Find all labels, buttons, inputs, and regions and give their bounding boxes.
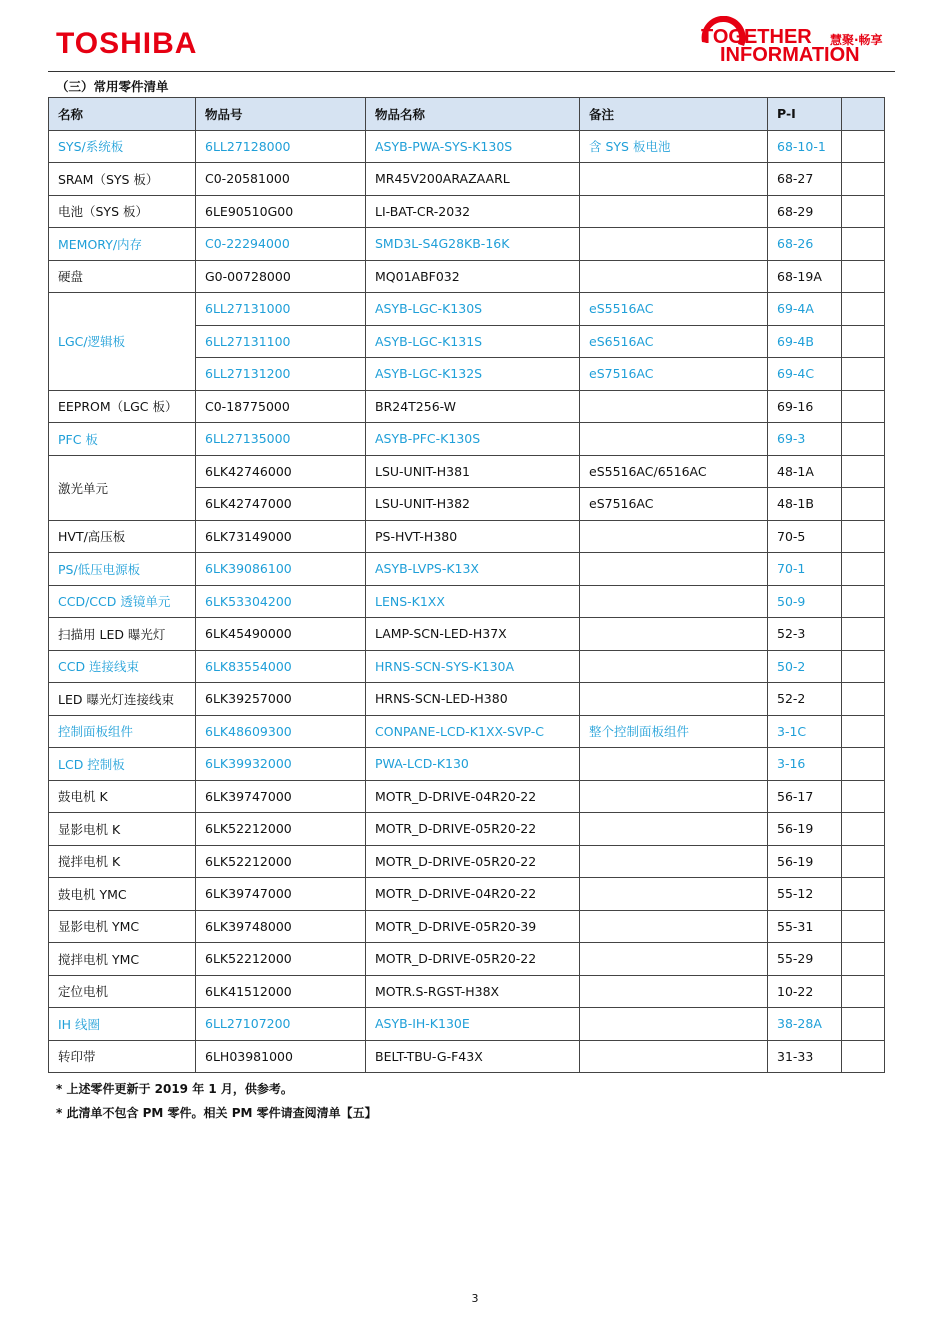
cell-part-name: ASYB-PFC-K130S: [366, 423, 580, 456]
table-row: [49, 943, 885, 976]
table-row: [49, 163, 885, 196]
cell-note: [580, 163, 768, 196]
cell-part-name: LSU-UNIT-H381: [366, 455, 580, 488]
cell-note: [580, 195, 768, 228]
cell-blank: [842, 585, 885, 618]
cell-code: 6LL27128000: [196, 130, 366, 163]
cell-note: [580, 748, 768, 781]
cell-blank: [842, 650, 885, 683]
cell-pi: 50-9: [768, 585, 842, 618]
cell-blank: [842, 488, 885, 521]
footnote: * 此清单不包含 PM 零件。相关 PM 零件请查阅清单【五】: [56, 1106, 377, 1120]
cell-pi: 70-1: [768, 553, 842, 586]
cell-code: 6LK39086100: [196, 553, 366, 586]
cell-code: 6LK52212000: [196, 845, 366, 878]
cell-part-name: SMD3L-S4G28KB-16K: [366, 228, 580, 261]
cell-name: PFC 板: [49, 423, 196, 456]
footnotes: [56, 1077, 377, 1125]
cell-code: C0-18775000: [196, 390, 366, 423]
cell-note: [580, 390, 768, 423]
cell-code: 6LH03981000: [196, 1040, 366, 1073]
cell-pi: 55-31: [768, 910, 842, 943]
cell-part-name: LAMP-SCN-LED-H37X: [366, 618, 580, 651]
cell-note: [580, 650, 768, 683]
cell-pi: 10-22: [768, 975, 842, 1008]
cell-blank: [842, 163, 885, 196]
cell-part-name: MOTR.S-RGST-H38X: [366, 975, 580, 1008]
table-row: [49, 390, 885, 423]
cell-part-name: MQ01ABF032: [366, 260, 580, 293]
cell-name: PS/低压电源板: [49, 553, 196, 586]
cell-blank: [842, 130, 885, 163]
cell-blank: [842, 910, 885, 943]
cell-name: LCD 控制板: [49, 748, 196, 781]
cell-pi: 56-19: [768, 813, 842, 846]
table-row: [49, 618, 885, 651]
cell-part-name: ASYB-IH-K130E: [366, 1008, 580, 1041]
cell-blank: [842, 1040, 885, 1073]
cell-pi: 69-4C: [768, 358, 842, 391]
table-header-row: [49, 98, 885, 131]
table-row: [49, 260, 885, 293]
cell-code: 6LK73149000: [196, 520, 366, 553]
cell-name: 定位电机: [49, 975, 196, 1008]
cell-name: LED 曝光灯连接线束: [49, 683, 196, 716]
cell-note: [580, 845, 768, 878]
cell-name: 鼓电机 YMC: [49, 878, 196, 911]
cell-note: [580, 683, 768, 716]
cell-part-name: CONPANE-LCD-K1XX-SVP-C: [366, 715, 580, 748]
cell-name: 控制面板组件: [49, 715, 196, 748]
toshiba-logo: TOSHIBA: [56, 27, 198, 60]
cell-pi: 69-4A: [768, 293, 842, 326]
table-row: [49, 683, 885, 716]
cell-blank: [842, 390, 885, 423]
table-row: [49, 228, 885, 261]
cell-note: [580, 520, 768, 553]
cell-blank: [842, 195, 885, 228]
cell-code: 6LK83554000: [196, 650, 366, 683]
cell-note: [580, 423, 768, 456]
cell-blank: [842, 618, 885, 651]
cell-note: [580, 585, 768, 618]
cell-part-name: LI-BAT-CR-2032: [366, 195, 580, 228]
cell-name: 电池（SYS 板）: [49, 195, 196, 228]
cell-note: eS5516AC/6516AC: [580, 455, 768, 488]
cell-code: 6LK52212000: [196, 943, 366, 976]
cell-part-name: BR24T256-W: [366, 390, 580, 423]
table-row: [49, 520, 885, 553]
cell-note: [580, 910, 768, 943]
table-row: [49, 585, 885, 618]
cell-note: [580, 260, 768, 293]
cell-pi: 70-5: [768, 520, 842, 553]
table-row: [49, 878, 885, 911]
cell-code: 6LE90510G00: [196, 195, 366, 228]
cell-name: LGC/逻辑板: [49, 293, 196, 391]
cell-code: 6LL27131100: [196, 325, 366, 358]
cell-pi: 55-12: [768, 878, 842, 911]
cell-note: eS6516AC: [580, 325, 768, 358]
cell-pi: 50-2: [768, 650, 842, 683]
cell-blank: [842, 423, 885, 456]
cell-blank: [842, 715, 885, 748]
cell-note: [580, 228, 768, 261]
cell-blank: [842, 293, 885, 326]
cell-code: G0-00728000: [196, 260, 366, 293]
cell-pi: 69-4B: [768, 325, 842, 358]
cell-part-name: HRNS-SCN-SYS-K130A: [366, 650, 580, 683]
cell-part-name: LSU-UNIT-H382: [366, 488, 580, 521]
cell-code: 6LK53304200: [196, 585, 366, 618]
cell-code: 6LK39932000: [196, 748, 366, 781]
page-number: 3: [471, 1292, 479, 1305]
cell-code: 6LK48609300: [196, 715, 366, 748]
header-pi: P-I: [768, 98, 842, 131]
cell-name: SRAM（SYS 板）: [49, 163, 196, 196]
cell-part-name: ASYB-LGC-K132S: [366, 358, 580, 391]
table-row: [49, 455, 885, 488]
cell-pi: 3-16: [768, 748, 842, 781]
cell-note: 整个控制面板组件: [580, 715, 768, 748]
cell-note: [580, 1040, 768, 1073]
cell-name: IH 线圈: [49, 1008, 196, 1041]
cell-code: 6LK39257000: [196, 683, 366, 716]
cell-blank: [842, 748, 885, 781]
footnote: * 上述零件更新于 2019 年 1 月，供参考。: [56, 1082, 293, 1096]
table-row: [49, 813, 885, 846]
cell-code: 6LL27131200: [196, 358, 366, 391]
cell-part-name: ASYB-PWA-SYS-K130S: [366, 130, 580, 163]
cell-code: 6LL27131000: [196, 293, 366, 326]
cell-note: [580, 780, 768, 813]
cell-blank: [842, 943, 885, 976]
cell-name: MEMORY/内存: [49, 228, 196, 261]
cell-pi: 52-2: [768, 683, 842, 716]
parts-table: [48, 97, 885, 1073]
cell-name: CCD/CCD 透镜单元: [49, 585, 196, 618]
table-row: [49, 780, 885, 813]
cell-name: 鼓电机 K: [49, 780, 196, 813]
cell-note: [580, 975, 768, 1008]
cell-name: 扫描用 LED 曝光灯: [49, 618, 196, 651]
together-wordmark: TOGETHER: [701, 26, 812, 48]
cell-note: eS7516AC: [580, 358, 768, 391]
cell-blank: [842, 455, 885, 488]
cell-code: 6LK52212000: [196, 813, 366, 846]
cell-part-name: MOTR_D-DRIVE-04R20-22: [366, 780, 580, 813]
cell-part-name: MOTR_D-DRIVE-04R20-22: [366, 878, 580, 911]
table-row: [49, 910, 885, 943]
cell-name: 硬盘: [49, 260, 196, 293]
cell-note: [580, 878, 768, 911]
cell-note: eS5516AC: [580, 293, 768, 326]
table-row: [49, 650, 885, 683]
cell-name: EEPROM（LGC 板）: [49, 390, 196, 423]
cell-name: 显影电机 K: [49, 813, 196, 846]
cell-pi: 68-29: [768, 195, 842, 228]
cell-note: [580, 618, 768, 651]
cell-name: HVT/高压板: [49, 520, 196, 553]
cell-part-name: LENS-K1XX: [366, 585, 580, 618]
cell-note: [580, 813, 768, 846]
cell-pi: 68-26: [768, 228, 842, 261]
cell-blank: [842, 325, 885, 358]
cell-pi: 68-10-1: [768, 130, 842, 163]
cell-part-name: ASYB-LGC-K131S: [366, 325, 580, 358]
cell-pi: 55-29: [768, 943, 842, 976]
cell-name: 转印带: [49, 1040, 196, 1073]
table-row: [49, 975, 885, 1008]
cell-code: 6LK39747000: [196, 878, 366, 911]
together-information-logo: [698, 16, 888, 66]
cell-pi: 3-1C: [768, 715, 842, 748]
cell-note: [580, 553, 768, 586]
header-code: 物品号: [196, 98, 366, 131]
cell-part-name: MOTR_D-DRIVE-05R20-22: [366, 943, 580, 976]
cell-note: eS7516AC: [580, 488, 768, 521]
table-row: [49, 293, 885, 326]
cell-part-name: PS-HVT-H380: [366, 520, 580, 553]
cell-part-name: PWA-LCD-K130: [366, 748, 580, 781]
cell-blank: [842, 780, 885, 813]
together-cn-tagline: 慧聚·畅享: [830, 33, 883, 47]
cell-blank: [842, 683, 885, 716]
cell-pi: 31-33: [768, 1040, 842, 1073]
cell-pi: 56-17: [768, 780, 842, 813]
cell-name: 搅拌电机 K: [49, 845, 196, 878]
cell-part-name: MOTR_D-DRIVE-05R20-39: [366, 910, 580, 943]
cell-name: 搅拌电机 YMC: [49, 943, 196, 976]
cell-code: 6LL27135000: [196, 423, 366, 456]
cell-part-name: HRNS-SCN-LED-H380: [366, 683, 580, 716]
cell-pi: 38-28A: [768, 1008, 842, 1041]
cell-blank: [842, 878, 885, 911]
cell-blank: [842, 975, 885, 1008]
cell-blank: [842, 553, 885, 586]
section-title: （三）常用零件清单: [56, 79, 169, 94]
header-note: 备注: [580, 98, 768, 131]
cell-pi: 56-19: [768, 845, 842, 878]
cell-pi: 68-27: [768, 163, 842, 196]
cell-note: [580, 943, 768, 976]
cell-code: 6LK42746000: [196, 455, 366, 488]
cell-code: 6LK39748000: [196, 910, 366, 943]
table-row: [49, 553, 885, 586]
cell-part-name: MOTR_D-DRIVE-05R20-22: [366, 813, 580, 846]
cell-name: 激光单元: [49, 455, 196, 520]
cell-blank: [842, 845, 885, 878]
cell-code: C0-20581000: [196, 163, 366, 196]
cell-part-name: ASYB-LVPS-K13X: [366, 553, 580, 586]
cell-code: 6LK39747000: [196, 780, 366, 813]
table-row: [49, 130, 885, 163]
table-row: [49, 1008, 885, 1041]
table-row: [49, 195, 885, 228]
cell-blank: [842, 1008, 885, 1041]
table-row: [49, 845, 885, 878]
table-row: [49, 748, 885, 781]
cell-blank: [842, 520, 885, 553]
cell-pi: 68-19A: [768, 260, 842, 293]
cell-blank: [842, 228, 885, 261]
cell-part-name: MOTR_D-DRIVE-05R20-22: [366, 845, 580, 878]
cell-code: 6LK45490000: [196, 618, 366, 651]
table-row: [49, 1040, 885, 1073]
cell-part-name: ASYB-LGC-K130S: [366, 293, 580, 326]
cell-blank: [842, 260, 885, 293]
cell-pi: 69-16: [768, 390, 842, 423]
cell-pi: 52-3: [768, 618, 842, 651]
cell-name: 显影电机 YMC: [49, 910, 196, 943]
table-row: [49, 715, 885, 748]
header-part-name: 物品名称: [366, 98, 580, 131]
cell-code: 6LL27107200: [196, 1008, 366, 1041]
cell-note: [580, 1008, 768, 1041]
information-wordmark: INFORMATION: [720, 44, 860, 66]
cell-name: CCD 连接线束: [49, 650, 196, 683]
cell-note: 含 SYS 板电池: [580, 130, 768, 163]
cell-code: 6LK42747000: [196, 488, 366, 521]
cell-pi: 69-3: [768, 423, 842, 456]
cell-part-name: MR45V200ARAZAARL: [366, 163, 580, 196]
header-name: 名称: [49, 98, 196, 131]
header-divider: [48, 71, 895, 72]
cell-name: SYS/系统板: [49, 130, 196, 163]
header-blank: [842, 98, 885, 131]
cell-blank: [842, 358, 885, 391]
cell-code: C0-22294000: [196, 228, 366, 261]
cell-blank: [842, 813, 885, 846]
table-row: [49, 423, 885, 456]
cell-code: 6LK41512000: [196, 975, 366, 1008]
cell-pi: 48-1B: [768, 488, 842, 521]
cell-pi: 48-1A: [768, 455, 842, 488]
cell-part-name: BELT-TBU-G-F43X: [366, 1040, 580, 1073]
